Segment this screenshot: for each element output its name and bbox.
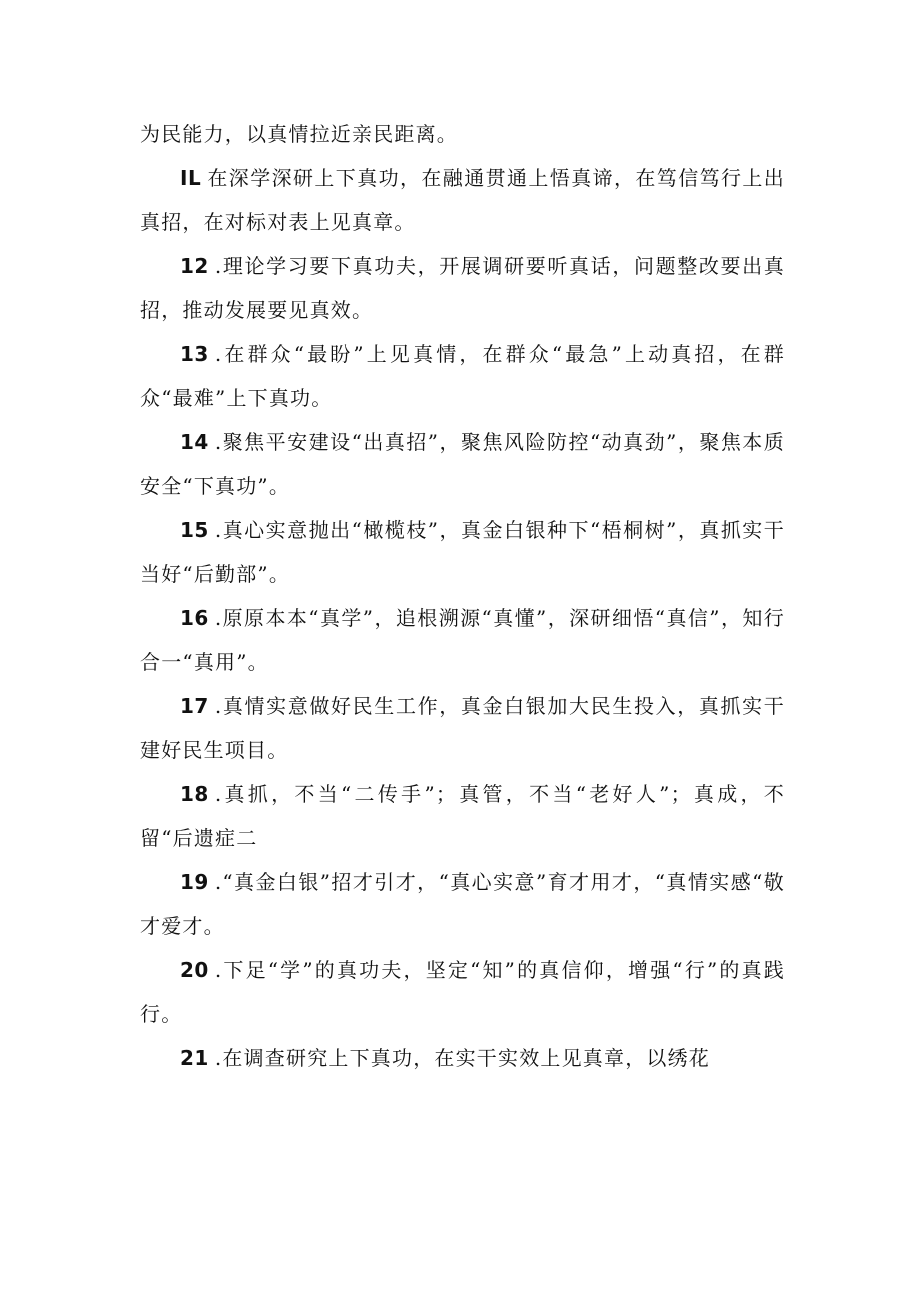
- paragraph-text: .真抓，不当“二传手”；真管，不当“老好人”；真成，不留“后遗症二: [140, 782, 785, 850]
- paragraph-item-14: [140, 420, 785, 508]
- paragraph-text: .理论学习要下真功夫，开展调研要听真话，问题整改要出真招，推动发展要见真效。: [140, 254, 785, 322]
- item-number: 15: [180, 518, 209, 542]
- paragraph-item-17: [140, 684, 785, 772]
- paragraph-item-13: [140, 332, 785, 420]
- item-number: 18: [180, 782, 209, 806]
- paragraph-text: 为民能力，以真情拉近亲民距离。: [140, 122, 458, 146]
- paragraph-text: .原原本本“真学”，追根溯源“真懂”，深研细悟“真信”，知行合一“真用”。: [140, 606, 785, 674]
- paragraph-item-16: [140, 596, 785, 684]
- paragraph-text: .下足“学”的真功夫，坚定“知”的真信仰，增强“行”的真践行。: [140, 958, 785, 1026]
- item-number: IL: [180, 166, 202, 190]
- paragraph-item-19: [140, 860, 785, 948]
- item-number: 17: [180, 694, 209, 718]
- paragraph-text: .在群众“最盼”上见真情，在群众“最急”上动真招，在群众“最难”上下真功。: [140, 342, 785, 410]
- paragraph-item-11: [140, 156, 785, 244]
- item-number: 12: [180, 254, 209, 278]
- document-body: [140, 112, 785, 1080]
- paragraph-item-21: [140, 1036, 785, 1080]
- paragraph-item-12: [140, 244, 785, 332]
- paragraph-continuation: [140, 112, 785, 156]
- paragraph-text: .聚焦平安建设“出真招”，聚焦风险防控“动真劲”，聚焦本质安全“下真功”。: [140, 430, 785, 498]
- item-number: 13: [180, 342, 209, 366]
- paragraph-item-15: [140, 508, 785, 596]
- paragraph-text: 在深学深研上下真功，在融通贯通上悟真谛，在笃信笃行上出真招，在对标对表上见真章。: [140, 166, 785, 234]
- paragraph-text: .真心实意抛出“橄榄枝”，真金白银种下“梧桐树”，真抓实干当好“后勤部”。: [140, 518, 785, 586]
- item-number: 20: [180, 958, 209, 982]
- item-number: 14: [180, 430, 209, 454]
- item-number: 16: [180, 606, 209, 630]
- paragraph-text: .在调查研究上下真功，在实干实效上见真章，以绣花: [214, 1046, 711, 1070]
- paragraph-item-18: [140, 772, 785, 860]
- item-number: 19: [180, 870, 209, 894]
- item-number: 21: [180, 1046, 209, 1070]
- paragraph-text: .真情实意做好民生工作，真金白银加大民生投入，真抓实干建好民生项目。: [140, 694, 785, 762]
- paragraph-text: .“真金白银”招才引才，“真心实意”育才用才，“真情实感“敬才爱才。: [140, 870, 785, 938]
- paragraph-item-20: [140, 948, 785, 1036]
